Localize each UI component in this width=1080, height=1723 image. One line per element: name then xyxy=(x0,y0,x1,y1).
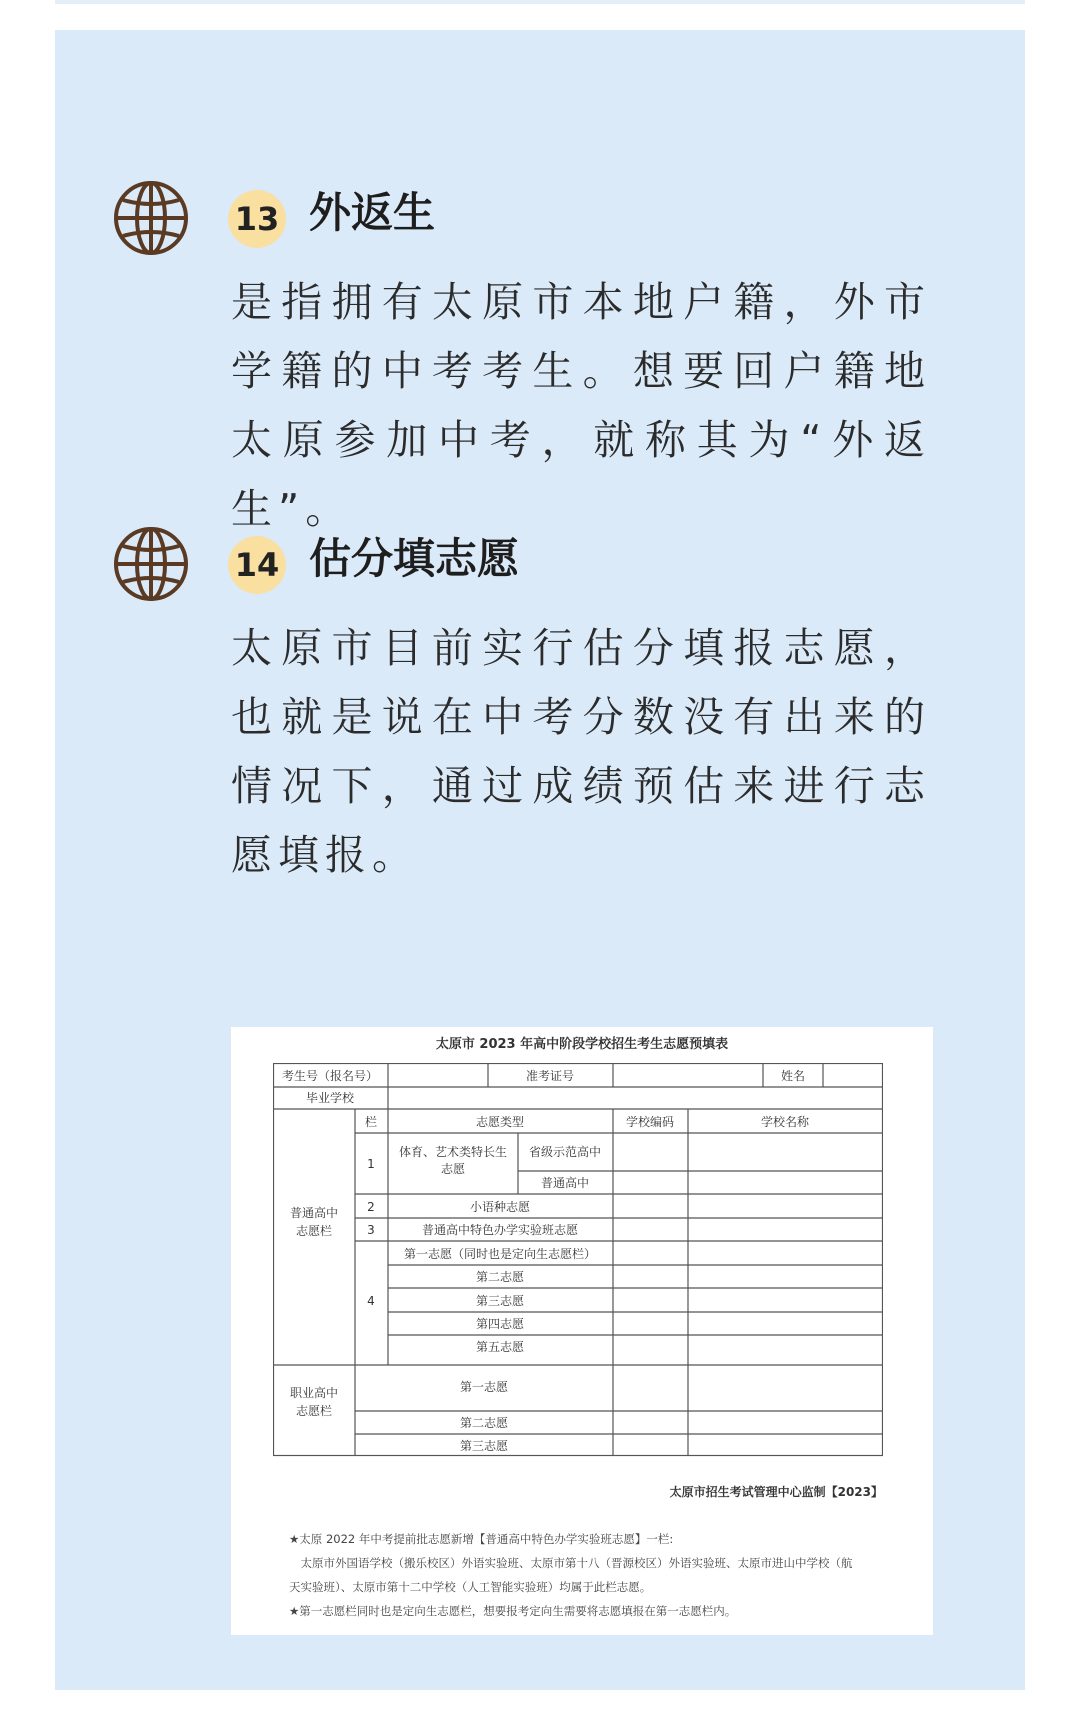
col-code: 学校编码 xyxy=(625,1115,675,1129)
minor-language-label: 小语种志愿 xyxy=(469,1200,531,1214)
form-notes xyxy=(289,1527,889,1623)
group-general xyxy=(290,1205,338,1220)
row-1: 1 xyxy=(367,1157,375,1171)
label-admit-no: 准考证号 xyxy=(525,1069,575,1083)
group-general-line1: 普通高中 xyxy=(289,1206,339,1220)
note-line: 天实验班）、太原市第十二中学校（人工智能实验班）均属于此栏志愿。 xyxy=(289,1580,652,1594)
globe-icon xyxy=(111,524,191,604)
regular-label: 普通高中 xyxy=(540,1176,590,1190)
globe-icon xyxy=(111,178,191,258)
top-divider xyxy=(55,0,1025,4)
label-name: 姓名 xyxy=(780,1069,806,1083)
section-title: 外返生 xyxy=(309,188,436,237)
fourth-choice: 第四志愿 xyxy=(475,1317,525,1331)
col-lan: 栏 xyxy=(364,1115,378,1129)
label-exam-no: 考生号（报名号） xyxy=(281,1069,379,1083)
note-line: ★太原 2022 年中考提前批志愿新增【普通高中特色办学实验班志愿】一栏: xyxy=(289,1532,674,1546)
section-text: 太原市目前实行估分填报志愿，也就是说在中考分数没有出来的情况下，通过成绩预估来进行志愿填报。 xyxy=(231,624,931,879)
section-number-badge: 14 xyxy=(228,536,286,594)
first-choice-note: 第一志愿（同时也是定向生志愿栏） xyxy=(403,1247,597,1261)
voc-second-choice: 第二志愿 xyxy=(459,1416,509,1430)
section-title: 估分填志愿 xyxy=(309,534,520,583)
group-vocational-line1: 职业高中 xyxy=(289,1386,339,1400)
group-vocational-line2: 志愿栏 xyxy=(295,1404,333,1418)
second-choice: 第二志愿 xyxy=(475,1270,525,1284)
application-form-image xyxy=(231,1027,933,1635)
row-3: 3 xyxy=(367,1223,375,1237)
note-line: ★第一志愿栏同时也是定向生志愿栏，想要报考定向生需要将志愿填报在第一志愿栏内。 xyxy=(289,1604,737,1618)
voc-first-choice: 第一志愿 xyxy=(459,1380,509,1394)
col-school-name: 学校名称 xyxy=(760,1115,810,1129)
form-title: 太原市 2023 年高中阶段学校招生考生志愿预填表 xyxy=(435,1037,729,1052)
col-type: 志愿类型 xyxy=(475,1115,525,1129)
section-number-badge: 13 xyxy=(228,190,286,248)
row-4: 4 xyxy=(367,1294,375,1308)
content-panel xyxy=(55,30,1025,1690)
section-text: 是指拥有太原市本地户籍，外市学籍的中考考生。想要回户籍地太原参加中考，就称其为“外返生”。 xyxy=(231,278,931,533)
form-table xyxy=(273,1063,883,1463)
label-school: 毕业学校 xyxy=(305,1091,355,1105)
fifth-choice: 第五志愿 xyxy=(475,1340,525,1354)
feature-class-label: 普通高中特色办学实验班志愿 xyxy=(421,1223,579,1237)
sports-arts-line2: 志愿 xyxy=(440,1162,466,1176)
row-2: 2 xyxy=(367,1200,375,1214)
provincial-label: 省级示范高中 xyxy=(528,1145,602,1159)
sports-arts-line1: 体育、艺术类特长生 xyxy=(398,1145,508,1159)
voc-third-choice: 第三志愿 xyxy=(459,1439,509,1453)
note-line: 太原市外国语学校（搬乐校区）外语实验班、太原市第十八（晋源校区）外语实验班、太原市进山中学校（航 xyxy=(289,1556,853,1570)
form-credit: 太原市招生考试管理中心监制【2023】 xyxy=(669,1485,883,1499)
group-general-line2: 志愿栏 xyxy=(295,1224,333,1238)
third-choice: 第三志愿 xyxy=(475,1294,525,1308)
